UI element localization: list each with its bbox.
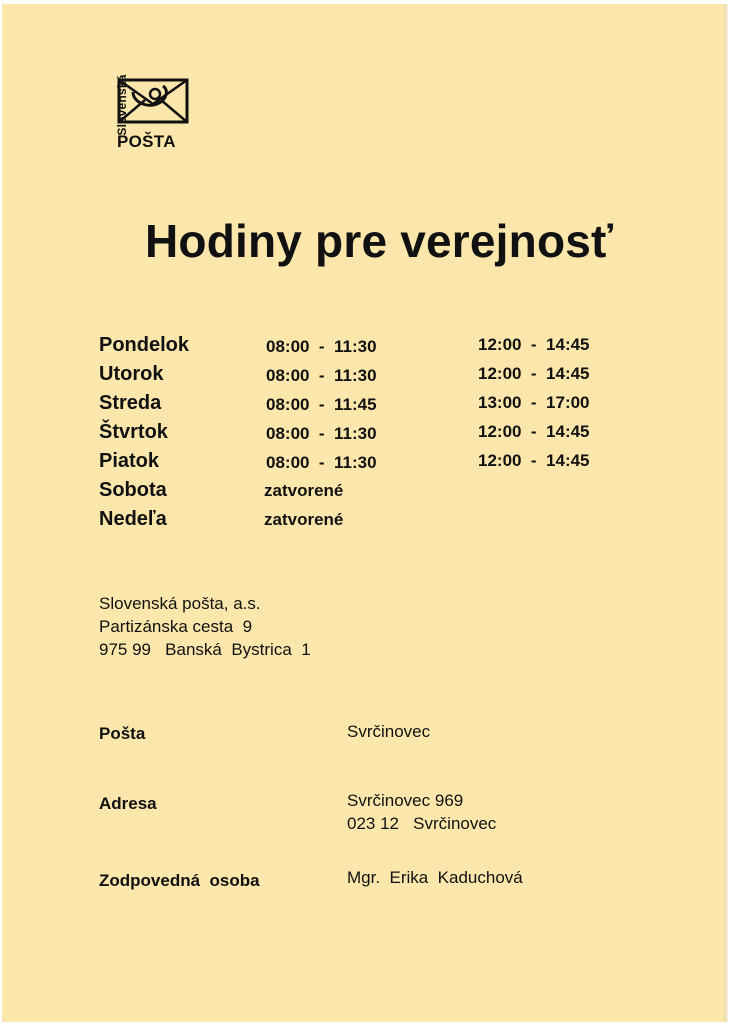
logo-vertical-text: Slovenská [115,74,129,136]
page-title: Hodiny pre verejnosť [145,215,614,267]
osoba-label: Zodpovedná osoba [99,871,260,890]
logo-name-text: POŠTA [117,132,176,151]
company-name: Slovenská pošta, a.s. [99,594,261,613]
friday-morning-hours: 08:00 - 11:30 [266,453,377,472]
osoba-value: Mgr. Erika Kaduchová [347,868,523,887]
monday-morning-hours: 08:00 - 11:30 [266,337,377,356]
day-saturday: Sobota [99,479,167,501]
envelope-horn-icon [117,78,189,124]
day-thursday: Štvrtok [99,421,168,443]
day-sunday: Nedeľa [99,508,167,530]
day-wednesday: Streda [99,392,162,414]
adresa-line1: Svrčinovec 969 [347,791,464,810]
post-logo [96,70,196,152]
adresa-label: Adresa [99,794,157,813]
day-monday: Pondelok [99,334,190,356]
posta-label: Pošta [99,724,146,743]
thursday-morning-hours: 08:00 - 11:30 [266,424,377,443]
day-friday: Piatok [99,450,160,472]
saturday-closed: zatvorené [264,481,344,500]
thursday-afternoon-hours: 12:00 - 14:45 [478,422,590,441]
friday-afternoon-hours: 12:00 - 14:45 [478,451,590,470]
tuesday-morning-hours: 08:00 - 11:30 [266,366,377,385]
sunday-closed: zatvorené [264,510,344,529]
notice-sheet [2,4,724,1022]
wednesday-morning-hours: 08:00 - 11:45 [266,395,377,414]
wednesday-afternoon-hours: 13:00 - 17:00 [478,393,590,412]
monday-afternoon-hours: 12:00 - 14:45 [478,335,590,354]
day-tuesday: Utorok [99,363,164,385]
company-city: 975 99 Banská Bystrica 1 [99,640,311,659]
company-street: Partizánska cesta 9 [99,617,253,636]
posta-value: Svrčinovec [347,722,431,741]
tuesday-afternoon-hours: 12:00 - 14:45 [478,364,590,383]
adresa-line2: 023 12 Svrčinovec [347,814,497,833]
